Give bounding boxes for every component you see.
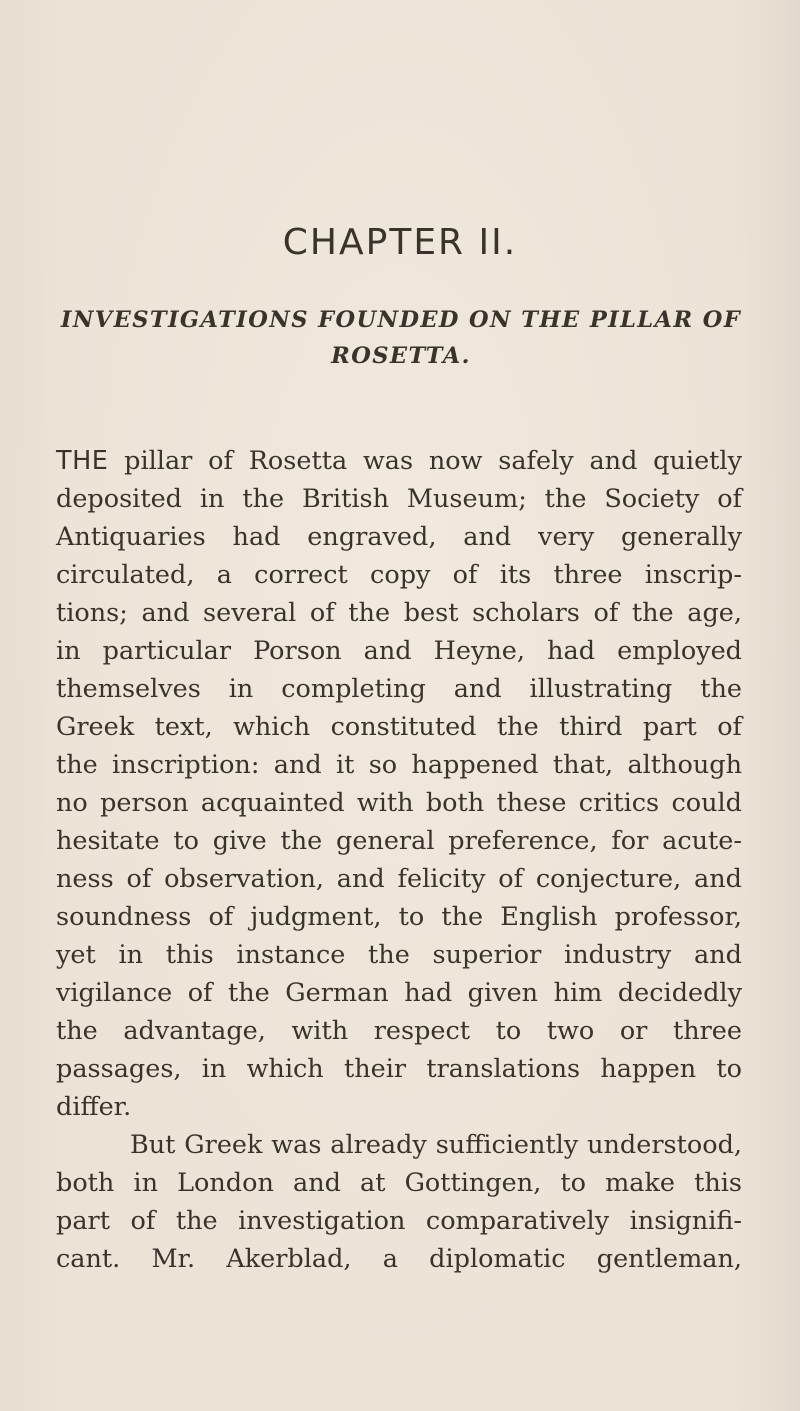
text-line: THE pillar of Rosetta was now safely and quietly [56,446,742,476]
text-line: Antiquaries had engraved, and very generally [56,522,742,552]
text-line: the inscription: and it so happened that, although [56,750,742,780]
text-line: But Greek was already sufficiently understood, [130,1130,742,1160]
opening-word: THE [56,446,109,476]
text-line: cant. Mr. Akerblad, a diplomatic gentleman, [56,1244,742,1274]
text-line: deposited in the British Museum; the Society of [56,484,742,514]
subtitle-line: ROSETTA. [331,343,471,369]
text-line: Greek text, which constituted the third part of [56,712,742,742]
text-line: yet in this instance the superior industry and [56,940,742,970]
text-line: passages, in which their translations happen to [56,1054,742,1084]
text-line: no person acquainted with both these critics could [56,788,742,818]
text-line: the advantage, with respect to two or three [56,1016,742,1046]
text-line: tions; and several of the best scholars of the age, [56,598,742,628]
chapter-subtitle [56,302,746,374]
text-line: in particular Porson and Heyne, had employed [56,636,742,666]
text-line: circulated, a correct copy of its three inscrip- [56,560,742,590]
text-line: themselves in completing and illustrating the [56,674,742,704]
subtitle-line: INVESTIGATIONS FOUNDED ON THE PILLAR OF [60,307,742,333]
text-line: differ. [56,1092,132,1122]
text-line: vigilance of the German had given him decidedly [56,978,742,1008]
text-line: hesitate to give the general preference, for acute- [56,826,742,856]
text-line: ness of observation, and felicity of conjecture, and [56,864,742,894]
chapter-title: CHAPTER II. [282,222,518,263]
text-line: both in London and at Gottingen, to make this [56,1168,742,1198]
text-line: soundness of judgment, to the English professor, [56,902,742,932]
text-line: part of the investigation comparatively insignifi- [56,1206,742,1236]
